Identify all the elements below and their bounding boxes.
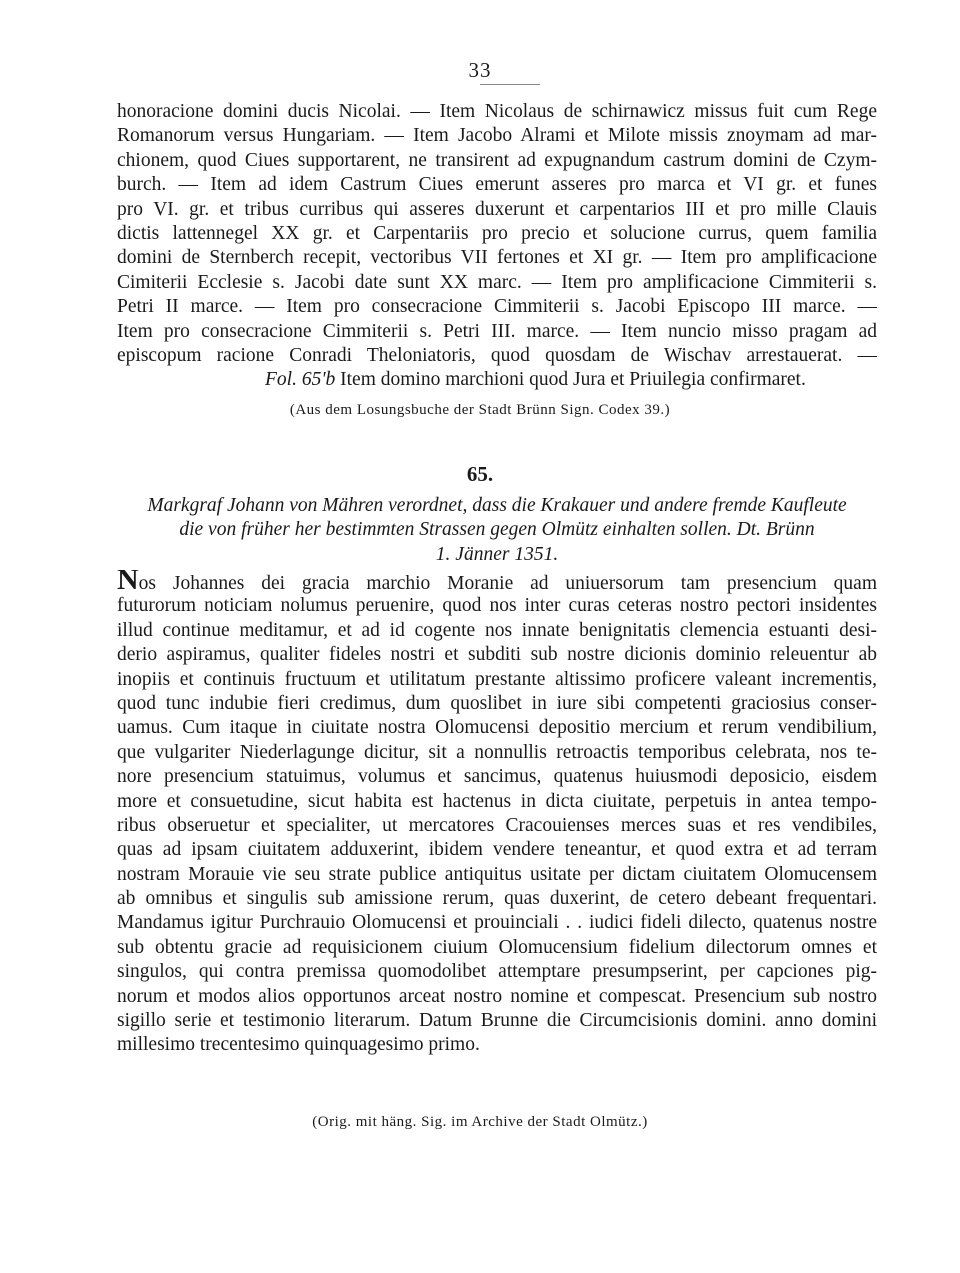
text-line: chionem, quod Ciues supportarent, ne transirent ad expugnandum castrum domini de Czym-: [117, 149, 877, 171]
text-line: nore presencium statuimus, volumus et sancimus, quatenus huiusmodi deposicio, eisdem: [117, 766, 877, 788]
text-line: que vulgariter Niederlagunge dicitur, sit a nonnullis retroactis temporibus celebrata, nos te-: [117, 741, 877, 763]
document-number: 65.: [466, 462, 494, 486]
text-line: inopiis et continuis fructuum et utilitatum prestante altissimo proficere valeant incrementis,: [117, 668, 877, 690]
text-line: quas ad ipsam ciuitatem adduxerint, ibidem vendere teneantur, et quod extra et ad terram: [117, 839, 877, 861]
text-line: ab omnibus et singulis sub amissione rerum, quas duxerint, de cetero debeant frequentari.: [117, 888, 877, 910]
fol-line: [117, 368, 877, 392]
page-number: 33: [468, 58, 492, 82]
text-line: Item pro consecracione Cimmiterii s. Petri III. marce. — Item nuncio misso pragam ad: [117, 320, 877, 342]
heading-line: die von früher her bestimmten Strassen gegen Olmütz einhalten sollen. Dt. Brünn: [179, 519, 815, 541]
text-line: nostram Morauie vie seu strate publice antiquitus usitate per dictam ciuitatem Olomucensem: [117, 863, 877, 885]
source-note: (Orig. mit häng. Sig. im Archive der Stadt Olmütz.): [312, 1114, 648, 1130]
entry-continuation: [117, 100, 877, 393]
text-line: pro VI. gr. et tribus curribus qui asseres duxerunt et carpentarios III et pro mille Clauis: [117, 198, 877, 220]
text-line: burch. — Item ad idem Castrum Ciues emerunt asseres pro marca et VI gr. et funes: [117, 174, 877, 196]
heading-line: 1. Jänner 1351.: [435, 543, 559, 565]
heading-line: Markgraf Johann von Mähren verordnet, dass die Krakauer und andere fremde Kaufleute: [147, 495, 847, 516]
initial-letter: N: [117, 570, 139, 595]
first-line-text: os Johannes dei gracia marchio Moranie ad uniuersorum tam presencium quam: [138, 573, 877, 594]
document-body: [117, 570, 877, 1058]
text-line: illud continue meditamur, et ad id cogente nos innate benignitatis clemencia estuanti desi-: [117, 619, 877, 641]
text-line-first: [117, 570, 877, 594]
text-line: Cimiterii Ecclesie s. Jacobi date sunt XX marc. — Item pro amplificacione Cimmiterii s.: [117, 271, 877, 293]
text-line: domini de Sternberch recepit, vectoribus VII fertones et XI gr. — Item pro amplificacione: [117, 247, 877, 269]
document-heading: [117, 494, 877, 567]
text-line: ribus obseruetur et specialiter, ut mercatores Cracouienses merces suas et res vendibiles,: [117, 814, 877, 836]
text-line: quod tunc indubie fieri credimus, dum quoslibet in iure sibi competenti graciosius conser-: [117, 692, 877, 714]
text-line: Petri II marce. — Item pro consecracione Cimmiterii s. Jacobi Episcopo III marce. —: [117, 296, 877, 318]
text-line: sigillo serie et testimonio literarum. Datum Brunne die Circumcisionis domini. anno domini: [117, 1010, 877, 1032]
text-line: norum et modos alios opportunos arceat nostro nomine et compescat. Presencium sub nostro: [117, 985, 877, 1007]
fol-text: Item domino marchioni quod Jura et Priuilegia confirmaret.: [340, 369, 806, 391]
text-line: uamus. Cum itaque in ciuitate nostra Olomucensi depositio mercium et rerum vendibilium,: [117, 717, 877, 739]
source-note: (Aus dem Losungsbuche der Stadt Brünn Sign. Codex 39.): [289, 402, 671, 418]
text-line: honoracione domini ducis Nicolai. — Item Nicolaus de schirnawicz missus fuit cum Rege: [117, 101, 877, 122]
text-line: episcopum racione Conradi Theloniatoris, quod quosdam de Wischav arrestauerat. —: [117, 344, 877, 366]
page-number-rule: [480, 84, 540, 85]
text-line: dictis lattennegel XX gr. et Carpentariis pro precio et solucione currus, quem familia: [117, 222, 877, 244]
text-line: sub obtentu gracie ad requisicionem ciuium Olomucensium fidelium dilectorum omnes et: [117, 936, 877, 958]
text-line: futurorum noticiam nolumus peruenire, quod nos inter curas ceteras nostro pectori insidentes: [117, 595, 877, 617]
text-line: more et consuetudine, sicut habita est hactenus in dicta ciuitate, perpetuis in antea tempo-: [117, 790, 877, 812]
text-line: derio aspiramus, qualiter fideles nostri et subditi sub nostre dicionis dominio releuentur ab: [117, 644, 877, 666]
text-line: millesimo trecentesimo quinquagesimo primo.: [117, 1034, 480, 1056]
text-line: Romanorum versus Hungariam. — Item Jacobo Alrami et Milote missis znoymam ad mar-: [117, 125, 877, 147]
text-line: singulos, qui contra premissa quomodolibet attemptare presumpserint, per capciones pig-: [117, 961, 877, 983]
text-line: Mandamus igitur Purchrauio Olomucensi et prouinciali . . iudici fideli dilecto, quatenus nostre: [117, 912, 877, 934]
folio-reference: Fol. 65'b: [265, 369, 336, 391]
